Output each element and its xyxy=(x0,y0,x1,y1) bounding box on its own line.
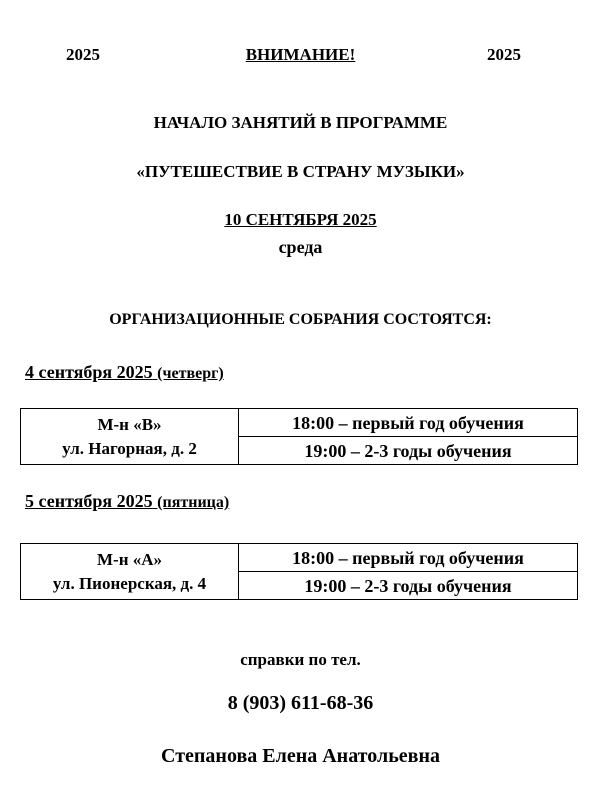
meeting-date-2-text: 5 сентября 2025 xyxy=(25,491,153,511)
meeting-date-1 xyxy=(25,362,224,383)
time-slot: 19:00 – 2-3 годы обучения xyxy=(239,572,578,600)
meetings-heading: ОРГАНИЗАЦИОННЫЕ СОБРАНИЯ СОСТОЯТСЯ: xyxy=(109,311,492,328)
meeting-date-1-text: 4 сентября 2025 xyxy=(25,362,153,382)
start-announcement: НАЧАЛО ЗАНЯТИЙ В ПРОГРАММЕ xyxy=(153,113,448,132)
table-row xyxy=(21,544,578,572)
year-left: 2025 xyxy=(66,45,100,64)
attention-text: ВНИМАНИЕ! xyxy=(245,45,356,64)
contact-name: Степанова Елена Анатольевна xyxy=(161,745,440,767)
meeting-weekday-2: (пятница) xyxy=(157,494,230,511)
time-slot: 19:00 – 2-3 годы обучения xyxy=(239,437,578,465)
time-slot: 18:00 – первый год обучения xyxy=(239,409,578,437)
meeting-weekday-1: (четверг) xyxy=(157,365,224,382)
program-name: «ПУТЕШЕСТВИЕ В СТРАНУ МУЗЫКИ» xyxy=(136,162,465,181)
phone-number: 8 (903) 611-68-36 xyxy=(227,692,374,714)
start-date-line xyxy=(0,210,601,230)
meeting-location-1 xyxy=(21,409,239,465)
start-date: 10 СЕНТЯБРЯ 2025 xyxy=(224,210,377,229)
meeting-date-2 xyxy=(25,491,229,512)
district: М-н «В» xyxy=(97,414,162,434)
meeting-table-2 xyxy=(20,543,578,600)
table-row xyxy=(21,409,578,437)
meeting-table-1 xyxy=(20,408,578,465)
year-right: 2025 xyxy=(487,45,521,64)
district: М-н «А» xyxy=(96,549,163,569)
time-slot: 18:00 – первый год обучения xyxy=(239,544,578,572)
address: ул. Нагорная, д. 2 xyxy=(62,438,197,458)
address: ул. Пионерская, д. 4 xyxy=(52,573,207,593)
start-weekday: среда xyxy=(278,237,323,257)
phone-label: справки по тел. xyxy=(240,650,361,669)
meeting-location-2 xyxy=(21,544,239,600)
